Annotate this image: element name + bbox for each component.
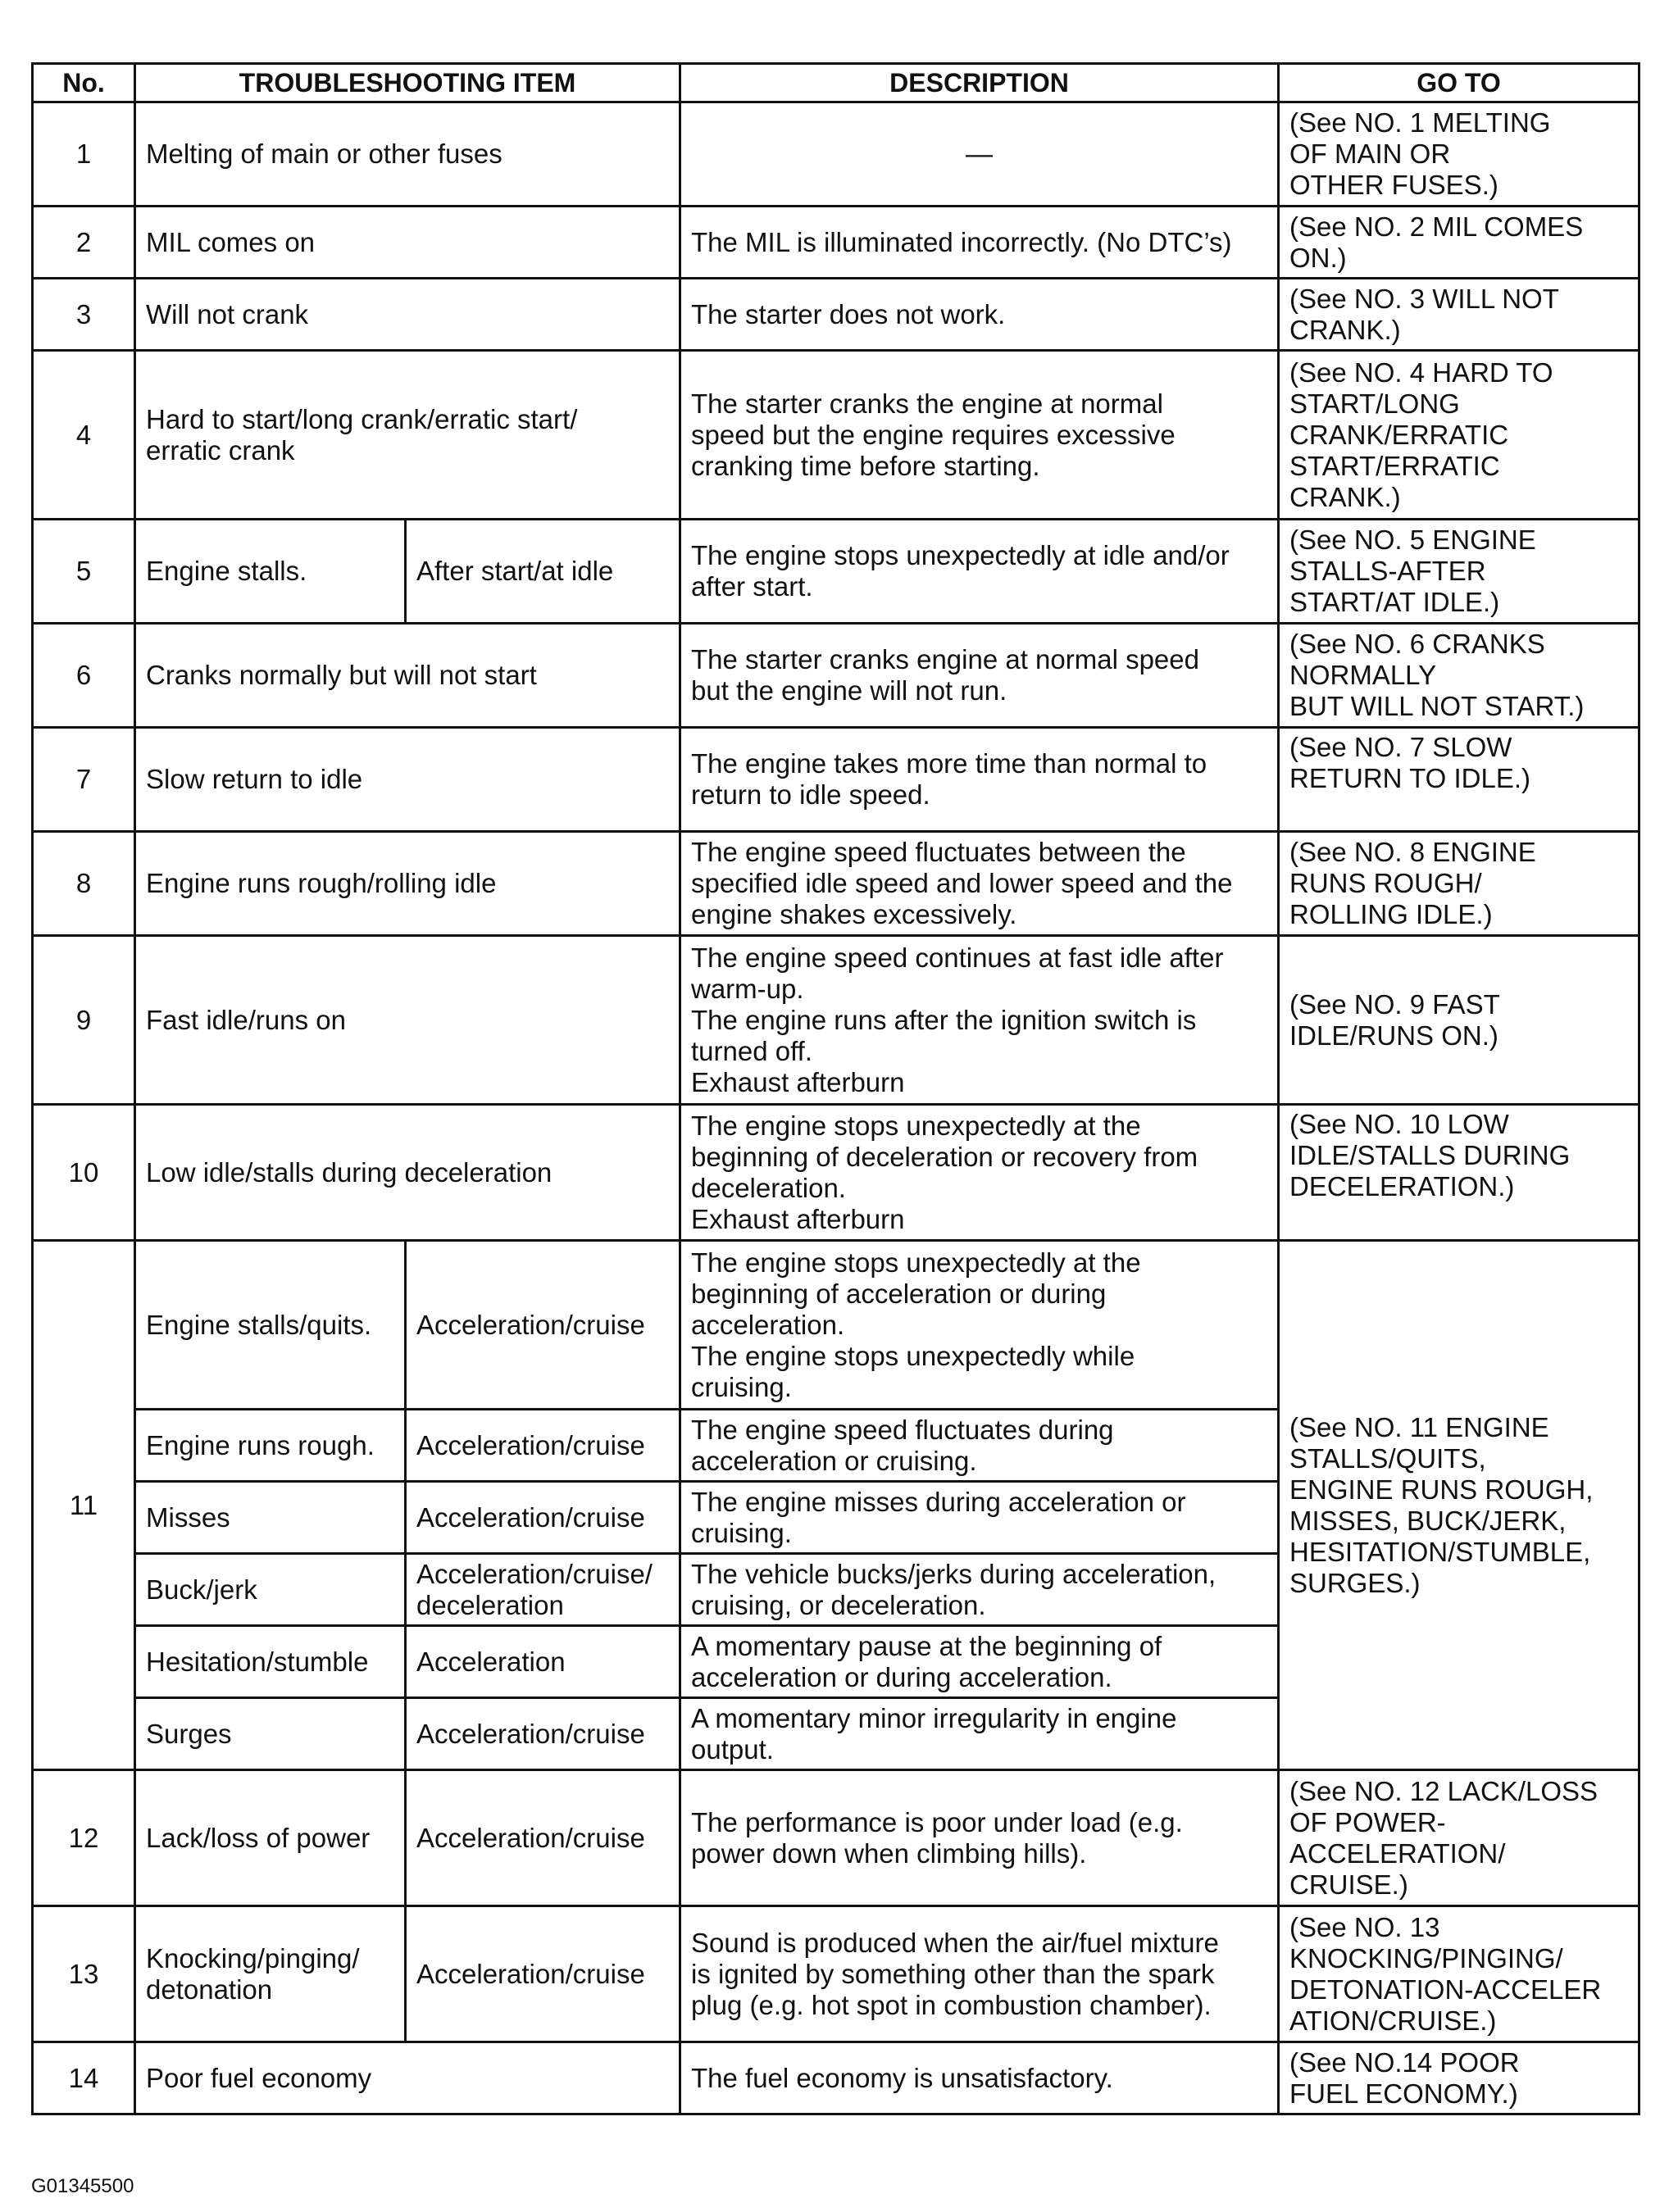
operating-condition: Acceleration/cruise xyxy=(406,1770,680,1906)
row-number: 10 xyxy=(33,1105,135,1241)
table-row xyxy=(33,520,1639,624)
description: The performance is poor under load (e.g. power down when climbing hills). xyxy=(680,1770,1279,1906)
goto-reference[interactable]: (See NO. 4 HARD TO START/LONG CRANK/ERRATIC START/ERRATIC CRANK.) xyxy=(1279,351,1639,520)
goto-reference[interactable]: (See NO. 11 ENGINE STALLS/QUITS, ENGINE RUNS ROUGH, MISSES, BUCK/JERK, HESITATION/STUMBLE, SURGES.) xyxy=(1279,1241,1639,1770)
goto-reference[interactable]: (See NO.14 POOR FUEL ECONOMY.) xyxy=(1279,2042,1639,2114)
goto-reference[interactable]: (See NO. 2 MIL COMES ON.) xyxy=(1279,207,1639,279)
operating-condition: Acceleration/cruise xyxy=(406,1241,680,1410)
description: The engine stops unexpectedly at idle and/or after start. xyxy=(680,520,1279,624)
goto-reference[interactable]: (See NO. 13 KNOCKING/PINGING/ DETONATION-ACCELER ATION/CRUISE.) xyxy=(1279,1906,1639,2042)
row-number: 4 xyxy=(33,351,135,520)
description: The engine speed continues at fast idle after warm-up. The engine runs after the ignition switch is turned off. Exhaust afterburn xyxy=(680,936,1279,1105)
description: The engine stops unexpectedly at the beginning of deceleration or recovery from deceleration. Exhaust afterburn xyxy=(680,1105,1279,1241)
table-row xyxy=(33,1906,1639,2042)
goto-reference[interactable]: (See NO. 7 SLOW RETURN TO IDLE.) xyxy=(1279,728,1639,832)
troubleshooting-item: Engine stalls. xyxy=(135,520,406,624)
row-number: 9 xyxy=(33,936,135,1105)
description: The starter does not work. xyxy=(680,279,1279,351)
table-row xyxy=(33,1770,1639,1906)
table-row xyxy=(33,1105,1639,1241)
troubleshooting-item: MIL comes on xyxy=(135,207,680,279)
troubleshooting-table xyxy=(31,62,1640,2115)
row-number: 8 xyxy=(33,832,135,936)
description: The engine speed fluctuates between the specified idle speed and lower speed and the engine shakes excessively. xyxy=(680,832,1279,936)
row-number: 14 xyxy=(33,2042,135,2114)
table-row xyxy=(33,2042,1639,2114)
operating-condition: Acceleration/cruise xyxy=(406,1410,680,1482)
goto-reference[interactable]: (See NO. 6 CRANKS NORMALLY BUT WILL NOT START.) xyxy=(1279,624,1639,728)
operating-condition: Acceleration/cruise/ deceleration xyxy=(406,1554,680,1626)
operating-condition: Acceleration/cruise xyxy=(406,1482,680,1554)
goto-reference[interactable]: (See NO. 12 LACK/LOSS OF POWER- ACCELERATION/ CRUISE.) xyxy=(1279,1770,1639,1906)
row-number: 5 xyxy=(33,520,135,624)
troubleshooting-item: Cranks normally but will not start xyxy=(135,624,680,728)
troubleshooting-item: Engine runs rough. xyxy=(135,1410,406,1482)
row-number: 13 xyxy=(33,1906,135,2042)
row-number: 11 xyxy=(33,1241,135,1770)
header-troubleshooting-item: TROUBLESHOOTING ITEM xyxy=(135,64,680,102)
table-row xyxy=(33,728,1639,832)
operating-condition: Acceleration xyxy=(406,1626,680,1698)
header-no: No. xyxy=(33,64,135,102)
row-number: 7 xyxy=(33,728,135,832)
troubleshooting-item: Slow return to idle xyxy=(135,728,680,832)
troubleshooting-item: Surges xyxy=(135,1698,406,1770)
goto-reference[interactable]: (See NO. 5 ENGINE STALLS-AFTER START/AT IDLE.) xyxy=(1279,520,1639,624)
troubleshooting-item: Engine stalls/quits. xyxy=(135,1241,406,1410)
description: The engine stops unexpectedly at the beginning of acceleration or during acceleration. The engine stops unexpectedly while cruising. xyxy=(680,1241,1279,1410)
troubleshooting-item: Engine runs rough/rolling idle xyxy=(135,832,680,936)
row-number: 6 xyxy=(33,624,135,728)
operating-condition: Acceleration/cruise xyxy=(406,1698,680,1770)
description: The engine misses during acceleration or cruising. xyxy=(680,1482,1279,1554)
operating-condition: Acceleration/cruise xyxy=(406,1906,680,2042)
table-row xyxy=(33,102,1639,207)
goto-reference[interactable]: (See NO. 8 ENGINE RUNS ROUGH/ ROLLING IDLE.) xyxy=(1279,832,1639,936)
troubleshooting-item: Poor fuel economy xyxy=(135,2042,680,2114)
troubleshooting-item: Knocking/pinging/ detonation xyxy=(135,1906,406,2042)
description: The starter cranks the engine at normal speed but the engine requires excessive cranking time before starting. xyxy=(680,351,1279,520)
table-row xyxy=(33,936,1639,1105)
description: A momentary pause at the beginning of acceleration or during acceleration. xyxy=(680,1626,1279,1698)
description: The fuel economy is unsatisfactory. xyxy=(680,2042,1279,2114)
description: The engine takes more time than normal to return to idle speed. xyxy=(680,728,1279,832)
troubleshooting-item: Will not crank xyxy=(135,279,680,351)
table-row xyxy=(33,624,1639,728)
troubleshooting-page xyxy=(31,62,1638,2115)
table-header-row xyxy=(33,64,1639,102)
table-row xyxy=(33,207,1639,279)
table-row xyxy=(33,1241,1639,1410)
row-number: 1 xyxy=(33,102,135,207)
description: A momentary minor irregularity in engine output. xyxy=(680,1698,1279,1770)
troubleshooting-item: Melting of main or other fuses xyxy=(135,102,680,207)
row-number: 12 xyxy=(33,1770,135,1906)
goto-reference[interactable]: (See NO. 1 MELTING OF MAIN OR OTHER FUSES.) xyxy=(1279,102,1639,207)
description: — xyxy=(680,102,1279,207)
table-row xyxy=(33,351,1639,520)
table-row xyxy=(33,832,1639,936)
description: Sound is produced when the air/fuel mixture is ignited by something other than the spark plug (e.g. hot spot in combustion chamber). xyxy=(680,1906,1279,2042)
header-description: DESCRIPTION xyxy=(680,64,1279,102)
troubleshooting-item: Lack/loss of power xyxy=(135,1770,406,1906)
troubleshooting-item: Fast idle/runs on xyxy=(135,936,680,1105)
table-row xyxy=(33,279,1639,351)
troubleshooting-item: Hesitation/stumble xyxy=(135,1626,406,1698)
troubleshooting-item: Hard to start/long crank/erratic start/ erratic crank xyxy=(135,351,680,520)
figure-id: G01345500 xyxy=(31,2175,134,2197)
description: The vehicle bucks/jerks during acceleration, cruising, or deceleration. xyxy=(680,1554,1279,1626)
troubleshooting-item: Misses xyxy=(135,1482,406,1554)
header-goto: GO TO xyxy=(1279,64,1639,102)
goto-reference[interactable]: (See NO. 9 FAST IDLE/RUNS ON.) xyxy=(1279,936,1639,1105)
description: The starter cranks engine at normal speed but the engine will not run. xyxy=(680,624,1279,728)
description: The MIL is illuminated incorrectly. (No DTC’s) xyxy=(680,207,1279,279)
troubleshooting-item: Low idle/stalls during deceleration xyxy=(135,1105,680,1241)
row-number: 2 xyxy=(33,207,135,279)
troubleshooting-item: Buck/jerk xyxy=(135,1554,406,1626)
operating-condition: After start/at idle xyxy=(406,520,680,624)
description: The engine speed fluctuates during acceleration or cruising. xyxy=(680,1410,1279,1482)
row-number: 3 xyxy=(33,279,135,351)
goto-reference[interactable]: (See NO. 3 WILL NOT CRANK.) xyxy=(1279,279,1639,351)
goto-reference[interactable]: (See NO. 10 LOW IDLE/STALLS DURING DECELERATION.) xyxy=(1279,1105,1639,1241)
